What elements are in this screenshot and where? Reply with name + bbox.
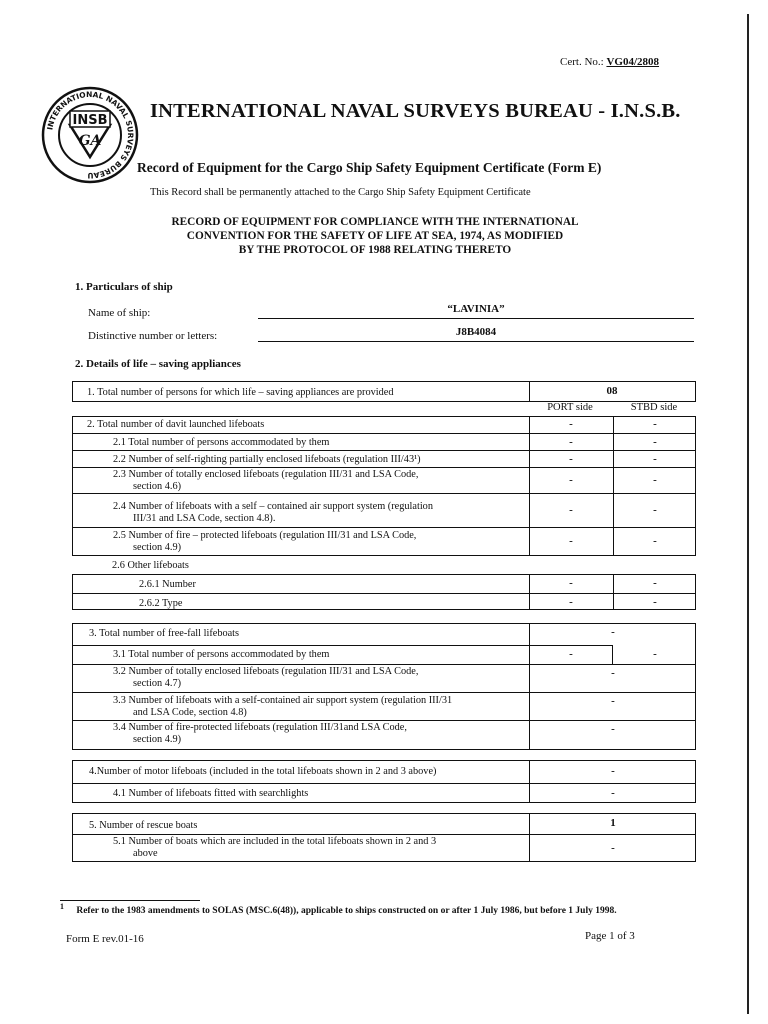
footnote-rule [60,900,200,901]
stbd-value: - [653,596,657,608]
value: 1 [610,817,616,829]
row-label: 5.1 Number of boats which are included in the total lifeboats shown in 2 and 3 [113,836,437,847]
table-row [73,624,695,645]
row-label: 2.5 Number of fire – protected lifeboats (regulation III/31 and LSA Code, [113,530,417,541]
cert-number-value: VG04/2808 [606,56,660,68]
footnote-mark: 1 [60,902,64,911]
row-label-cont: section 4.6) [133,481,182,492]
form-revision: Form E rev.01-16 [66,933,144,945]
seal-center-text: INSB [72,113,108,128]
port-value: - [569,453,573,465]
table-row [73,834,695,862]
stbd-value: - [653,577,657,589]
table-row [73,450,695,467]
value: - [611,626,615,638]
row-label: 4.1 Number of lifeboats fitted with searchlights [113,788,309,799]
stbd-value: - [653,453,657,465]
value: - [611,723,615,735]
row-label-cont: and LSA Code, section 4.8) [133,707,247,718]
table-row [73,664,695,692]
stbd-value: - [653,418,657,430]
stbd-value: - [653,504,657,516]
row-label: 5. Number of rescue boats [89,820,198,831]
stbd-value: - [653,648,657,660]
value: - [611,667,615,679]
row-label-cont: III/31 and LSA Code, section 4.8). [133,513,276,524]
compliance-line: RECORD OF EQUIPMENT FOR COMPLIANCE WITH THE INTERNATIONAL [171,216,579,228]
row-label: 2.2 Number of self-righting partially enclosed lifeboats (regulation III/43¹) [113,454,421,465]
value: - [611,842,615,854]
value: - [611,787,615,799]
port-value: - [569,596,573,608]
row-label: 2.4 Number of lifeboats with a self – contained air support system (regulation [113,501,433,512]
row-label-cont: section 4.9) [133,734,182,745]
ship-name-label: Name of ship: [88,307,151,319]
footnote-text: Refer to the 1983 amendments to SOLAS (MSC.6(48)), applicable to ships constructed on or after 1 July 1986, but before 1 July 1998. [76,906,617,917]
stbd-side-header: STBD side [630,402,678,413]
row-label: 2.3 Number of totally enclosed lifeboats (regulation III/31 and LSA Code, [113,469,419,480]
free-fall-lifeboats-table [72,623,696,750]
table-row [73,761,695,783]
port-value: - [569,577,573,589]
total-persons-label: 1. Total number of persons for which life – saving appliances are provided [87,387,394,398]
port-value: - [569,474,573,486]
davit-lifeboats-table [72,416,696,556]
row-label: 3.4 Number of fire-protected lifeboats (regulation III/31and LSA Code, [113,722,407,733]
row-label-cont: section 4.9) [133,542,182,553]
distinctive-label: Distinctive number or letters: [88,330,218,342]
page-edge-line [747,14,749,1014]
table-row [73,783,695,803]
seal-ring-text: INTERNATIONAL NAVAL SURVEYS BUREAU [45,89,136,181]
compliance-line: BY THE PROTOCOL OF 1988 RELATING THERETO [238,244,512,256]
ship-name-value: “LAVINIA” [258,302,694,319]
attached-note: This Record shall be permanently attached to the Cargo Ship Safety Equipment Certificate [150,187,531,198]
row-label: 2.6.2 Type [139,598,183,609]
compliance-heading [130,215,620,257]
form-title: Record of Equipment for the Cargo Ship Safety Equipment Certificate (Form E) [137,160,602,175]
table-row [73,645,695,664]
table-row [73,493,695,527]
certificate-number [560,56,746,68]
seal-emblem-text: GA [78,133,102,149]
port-value: - [569,535,573,547]
row-label-cont: above [133,848,158,859]
port-value: - [569,504,573,516]
port-value: - [569,418,573,430]
other-lifeboats-table [72,574,696,610]
row-label: 3. Total number of free-fall lifeboats [89,628,240,639]
section-1-heading: 1. Particulars of ship [75,281,173,293]
port-side-header: PORT side [547,402,593,413]
stbd-value: - [653,436,657,448]
row-label: 4.Number of motor lifeboats (included in the total lifeboats shown in 2 and 3 above) [89,766,437,777]
table-row [73,593,695,610]
row-label-cont: section 4.7) [133,678,182,689]
total-persons-value: 08 [606,385,618,397]
row-label: 2. Total number of davit launched lifeboats [87,419,265,430]
motor-lifeboats-table [72,760,696,803]
table-row [73,575,695,593]
port-value: - [569,648,573,660]
table-row [73,527,695,556]
table-row [73,467,695,493]
row-label: 3.3 Number of lifeboats with a self-contained air support system (regulation III/31 [113,695,453,706]
section-2-heading: 2. Details of life – saving appliances [75,358,241,370]
table-row [73,814,695,834]
row-label: 2.1 Total number of persons accommodated by them [113,437,330,448]
table-row [73,692,695,720]
total-persons-table [72,381,696,402]
stbd-value: - [653,535,657,547]
compliance-line: CONVENTION FOR THE SAFETY OF LIFE AT SEA, 1974, AS MODIFIED [186,230,564,242]
other-lifeboats-label: 2.6 Other lifeboats [112,560,189,571]
port-value: - [569,436,573,448]
insb-seal-icon [40,85,140,185]
table-row [73,417,695,433]
value: - [611,765,615,777]
value: - [611,695,615,707]
cert-label: Cert. No.: [560,56,604,68]
row-label: 3.2 Number of totally enclosed lifeboats (regulation III/31 and LSA Code, [113,666,419,677]
table-row [73,720,695,750]
rescue-boats-table [72,813,696,862]
page-number: Page 1 of 3 [585,930,635,942]
table-row [73,433,695,450]
footnote [60,902,720,916]
row-label: 2.6.1 Number [139,579,196,590]
organization-title: INTERNATIONAL NAVAL SURVEYS BUREAU - I.N.S.B. [150,100,681,122]
row-label: 3.1 Total number of persons accommodated by them [113,649,330,660]
distinctive-value: J8B4084 [258,325,694,342]
stbd-value: - [653,474,657,486]
